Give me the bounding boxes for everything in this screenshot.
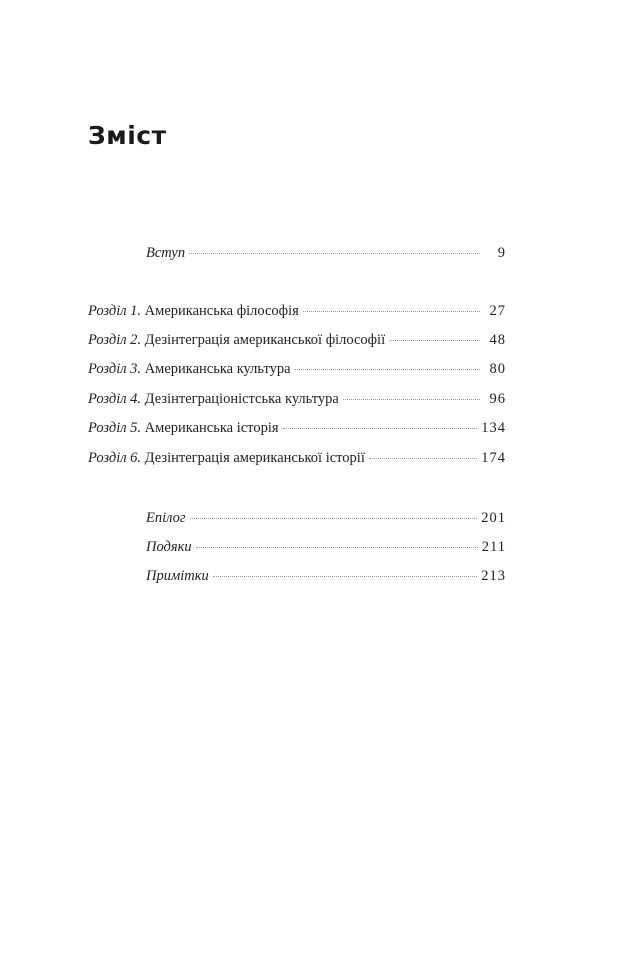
toc-entry-chapter-5[interactable] — [88, 419, 506, 437]
dot-leader — [303, 311, 480, 312]
toc-entry-page-number: 9 — [497, 245, 506, 261]
toc-entry-chapter-3[interactable] — [88, 360, 506, 378]
toc-entry-chapter-1[interactable] — [88, 302, 506, 320]
toc-entry-notes[interactable] — [146, 567, 506, 585]
toc-entry-epilogue[interactable] — [146, 509, 506, 527]
toc-entry-page-number: 211 — [481, 539, 506, 555]
toc-entry-page-number: 80 — [489, 361, 506, 377]
toc-entry-page-number: 201 — [481, 510, 506, 526]
dot-leader — [189, 253, 480, 254]
toc-entry-page-number: 48 — [489, 332, 506, 348]
chapter-prefix: Розділ 3. — [88, 361, 142, 377]
chapter-title: Дезінтеграція американської філософії — [144, 332, 386, 348]
toc-entry-chapter-4[interactable] — [88, 390, 506, 408]
toc-entry-intro[interactable] — [146, 244, 506, 262]
dot-leader — [283, 428, 478, 429]
toc-entry-page-number: 27 — [489, 303, 506, 319]
toc-entry-page-number: 213 — [481, 568, 506, 584]
dot-leader — [196, 547, 478, 548]
chapter-title: Американська історія — [144, 420, 279, 436]
chapter-prefix: Розділ 6. — [88, 450, 142, 466]
toc-entry-chapter-2[interactable] — [88, 331, 506, 349]
toc-entry-page-number: 134 — [481, 420, 506, 436]
dot-leader — [389, 340, 480, 341]
chapter-prefix: Розділ 2. — [88, 332, 142, 348]
page-title: Зміст — [88, 120, 167, 150]
dot-leader — [343, 399, 480, 400]
chapter-title: Дезінтеграція американської історії — [144, 450, 365, 466]
toc-entry-page-number: 96 — [489, 391, 506, 407]
toc-entry-acknowledgements[interactable] — [146, 538, 506, 556]
chapter-title: Американська філософія — [144, 303, 299, 319]
toc-entry-label: Вступ — [146, 245, 186, 261]
toc-entry-label: Примітки — [146, 568, 209, 584]
chapter-prefix: Розділ 1. — [88, 303, 142, 319]
chapter-title: Дезінтеграціоністська культура — [144, 391, 339, 407]
dot-leader — [295, 369, 480, 370]
dot-leader — [213, 576, 477, 577]
chapter-title: Американська культура — [144, 361, 291, 377]
toc-entry-label: Епілог — [146, 510, 186, 526]
chapter-prefix: Розділ 4. — [88, 391, 142, 407]
dot-leader — [369, 458, 477, 459]
dot-leader — [190, 518, 478, 519]
toc-entry-chapter-6[interactable] — [88, 449, 506, 467]
toc-entry-page-number: 174 — [481, 450, 506, 466]
chapter-prefix: Розділ 5. — [88, 420, 142, 436]
toc-entry-label: Подяки — [146, 539, 192, 555]
